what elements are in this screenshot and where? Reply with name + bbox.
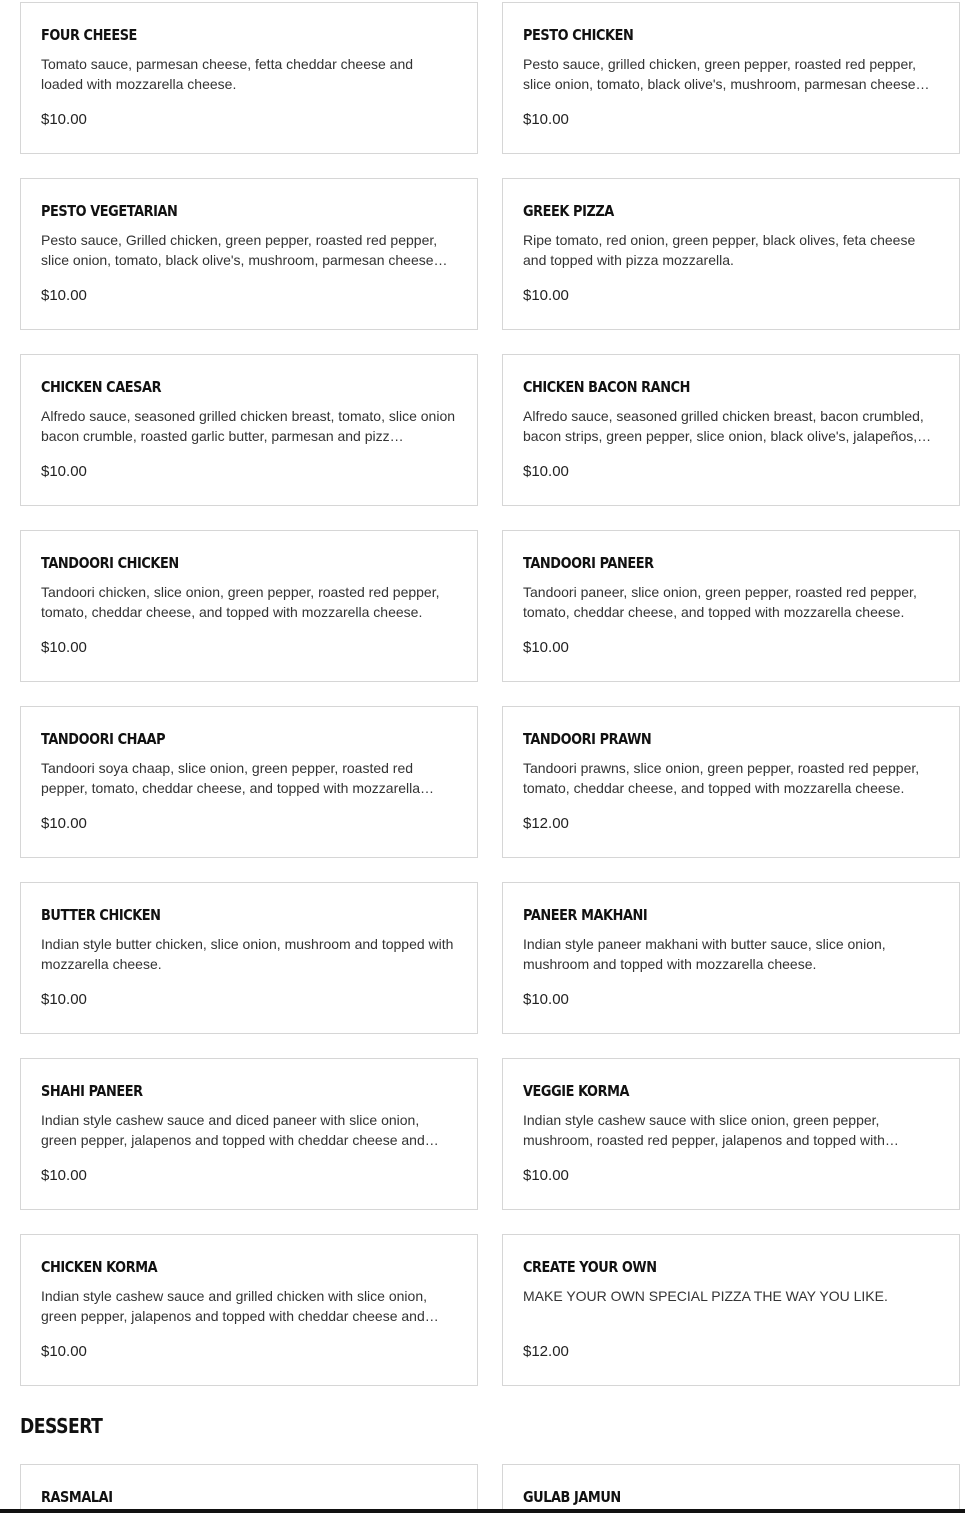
menu-item-price: $10.00 xyxy=(523,463,569,480)
menu-item-name: RASMALAI xyxy=(41,1488,113,1506)
menu-item-price: $10.00 xyxy=(41,1343,87,1360)
menu-item-description: Indian style paneer makhani with butter sauce, slice onion, mushroom and topped with mozzarella cheese. xyxy=(523,936,886,972)
menu-item-price: $12.00 xyxy=(523,815,569,832)
menu-item-price: $10.00 xyxy=(41,463,87,480)
menu-item-card[interactable] xyxy=(502,1234,960,1386)
menu-item-card[interactable] xyxy=(20,1234,478,1386)
menu-item-description: Tandoori chicken, slice onion, green pepper, roasted red pepper, tomato, cheddar cheese, and topped with mozzarella cheese. xyxy=(41,584,440,620)
menu-item-price: $10.00 xyxy=(41,815,87,832)
pizza-menu-grid xyxy=(20,2,960,1386)
menu-item-card[interactable] xyxy=(502,882,960,1034)
menu-item-card[interactable] xyxy=(20,1464,478,1513)
menu-item-name: TANDOORI CHICKEN xyxy=(41,554,179,572)
menu-item-name: TANDOORI CHAAP xyxy=(41,730,166,748)
menu-item-description: Ripe tomato, red onion, green pepper, black olives, feta cheese and topped with pizza mozzarella. xyxy=(523,232,916,268)
menu-item-description: Alfredo sauce, seasoned grilled chicken breast, tomato, slice onion bacon crumble, roasted garlic butter, parmesan and pizz… xyxy=(41,408,456,444)
menu-item-description: Pesto sauce, grilled chicken, green pepper, roasted red pepper, slice onion, tomato, black olive's, mushroom, parmesan cheese… xyxy=(523,56,930,92)
menu-item-name: CHICKEN KORMA xyxy=(41,1258,158,1276)
menu-item-card[interactable] xyxy=(502,706,960,858)
menu-item-description: Alfredo sauce, seasoned grilled chicken breast, bacon crumbled, bacon strips, green pepper, slice onion, black olive's, jalapeños,… xyxy=(523,408,932,444)
menu-item-card[interactable] xyxy=(20,178,478,330)
menu-item-price: $10.00 xyxy=(41,1167,87,1184)
menu-item-description: Indian style cashew sauce with slice onion, green pepper, mushroom, roasted red pepper, jalapenos and topped with… xyxy=(523,1112,899,1148)
menu-item-price: $10.00 xyxy=(41,287,87,304)
menu-item-name: FOUR CHEESE xyxy=(41,26,137,44)
menu-item-card[interactable] xyxy=(502,1464,960,1513)
menu-item-name: TANDOORI PRAWN xyxy=(523,730,652,748)
menu-item-card[interactable] xyxy=(20,530,478,682)
menu-item-name: TANDOORI PANEER xyxy=(523,554,654,572)
menu-item-card[interactable] xyxy=(502,530,960,682)
menu-item-description: MAKE YOUR OWN SPECIAL PIZZA THE WAY YOU LIKE. xyxy=(523,1288,888,1304)
menu-item-card[interactable] xyxy=(20,354,478,506)
menu-item-price: $10.00 xyxy=(523,639,569,656)
menu-item-price: $10.00 xyxy=(41,639,87,656)
menu-item-name: CHICKEN BACON RANCH xyxy=(523,378,690,396)
menu-item-name: GREEK PIZZA xyxy=(523,202,614,220)
menu-item-card[interactable] xyxy=(502,178,960,330)
menu-item-card[interactable] xyxy=(20,2,478,154)
menu-item-price: $10.00 xyxy=(41,111,87,128)
menu-item-price: $10.00 xyxy=(523,287,569,304)
menu-item-card[interactable] xyxy=(20,882,478,1034)
menu-item-name: BUTTER CHICKEN xyxy=(41,906,161,924)
menu-item-name: SHAHI PANEER xyxy=(41,1082,143,1100)
menu-item-description: Pesto sauce, Grilled chicken, green pepper, roasted red pepper, slice onion, tomato, black olive's, mushroom, parmesan cheese… xyxy=(41,232,448,268)
menu-item-description: Tandoori prawns, slice onion, green pepper, roasted red pepper, tomato, cheddar cheese, and topped with mozzarella cheese. xyxy=(523,760,920,796)
menu-item-description: Indian style cashew sauce and grilled chicken with slice onion, green pepper, jalapenos and topped with cheddar cheese and… xyxy=(41,1288,439,1324)
menu-item-card[interactable] xyxy=(502,2,960,154)
menu-item-name: CHICKEN CAESAR xyxy=(41,378,162,396)
menu-item-name: CREATE YOUR OWN xyxy=(523,1258,657,1276)
menu-item-name: PESTO VEGETARIAN xyxy=(41,202,178,220)
menu-item-price: $10.00 xyxy=(41,991,87,1008)
menu-item-name: GULAB JAMUN xyxy=(523,1488,621,1506)
menu-item-description: Tandoori soya chaap, slice onion, green pepper, roasted red pepper, tomato, cheddar cheese, and topped with mozzarella… xyxy=(41,760,435,796)
menu-item-price: $10.00 xyxy=(523,1167,569,1184)
menu-item-description: Indian style cashew sauce and diced paneer with slice onion, green pepper, jalapenos and topped with cheddar cheese and… xyxy=(41,1112,439,1148)
menu-item-description: Indian style butter chicken, slice onion, mushroom and topped with mozzarella cheese. xyxy=(41,936,454,972)
section-title-dessert: DESSERT xyxy=(20,1414,103,1438)
menu-item-name: PANEER MAKHANI xyxy=(523,906,648,924)
menu-item-card[interactable] xyxy=(20,706,478,858)
menu-item-price: $10.00 xyxy=(523,111,569,128)
menu-item-name: PESTO CHICKEN xyxy=(523,26,634,44)
menu-item-description: Tandoori paneer, slice onion, green pepper, roasted red pepper, tomato, cheddar cheese, and topped with mozzarella cheese. xyxy=(523,584,917,620)
menu-item-price: $10.00 xyxy=(523,991,569,1008)
bottom-bar xyxy=(0,1509,965,1513)
menu-item-card[interactable] xyxy=(20,1058,478,1210)
dessert-menu-grid xyxy=(20,1464,960,1513)
menu-item-name: VEGGIE KORMA xyxy=(523,1082,630,1100)
menu-item-description: Tomato sauce, parmesan cheese, fetta cheddar cheese and loaded with mozzarella cheese. xyxy=(41,56,414,92)
menu-item-card[interactable] xyxy=(502,354,960,506)
menu-item-price: $12.00 xyxy=(523,1343,569,1360)
menu-item-card[interactable] xyxy=(502,1058,960,1210)
